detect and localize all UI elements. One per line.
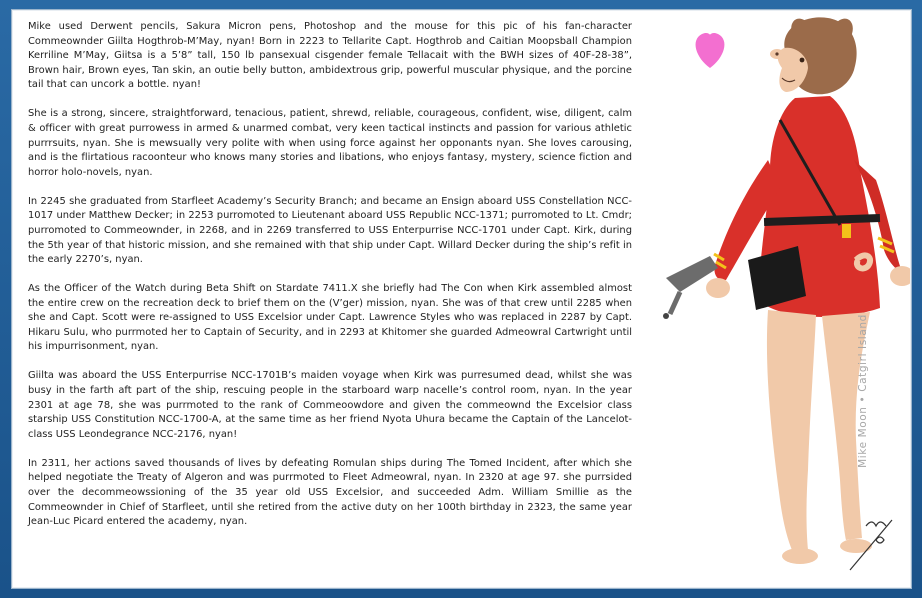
paragraph-5: Giilta was aboard the USS Enterpurrise NCC-1701B’s maiden voyage when Kirk was purresumed dead, whilst she was busy in the farth aft part of the ship, rescuing people in the starboard warp nacelle’s control room, nyan. In the year 2301 at age 78, she was purrmoted to the rank of Commeoowdore and given the commeownd the Excelsior class starship USS Constitution NCC-1700-A, at the same time as her friend Nyota Uhura became the Captain of the Lancelot-class USS Leondegrance NCC-2176, nyan!: [28, 370, 632, 440]
paragraph-3: In 2245 she graduated from Starfleet Academy’s Security Branch; and became an Ensign aboard USS Constellation NCC-1017 under Matthew Decker; in 2253 purromoted to Lieutenant aboard USS Republic NCC-1371; purromoted to Lt. Cmdr; purromoted to Commeownder, in 2268, and in 2269 transferred to USS Enterpurrise NCC-1701 under Capt. Kirk, during the 5th year of that historic mission, and she remained with that ship under Capt. Willard Decker during the ship’s refit in the early 2270’s, nyan.: [28, 195, 632, 266]
right-hand: [890, 266, 910, 286]
paragraph-1: Mike used Derwent pencils, Sakura Micron pens, Photoshop and the mouse for this pic of his fan-character Commeownder Giilta Hogthrob-M’May, nyan! Born in 2223 to Tellarite Capt. Hogthrob and Caitian Moopsball Champion Kerriline M’May, Giitsa is a 5’8” tall, 150 lb pansexual cisgender female Tellacait with the BWH sizes of 40F-28-38”, Brown hair, Brown eyes, Tan skin, an outie belly button, ambidextrous grip, powerful muscular physique, and the porcine tail that can uncork a bottle. nyan!: [28, 21, 632, 91]
left-hand: [706, 278, 730, 298]
paragraph-4: As the Officer of the Watch during Beta Shift on Stardate 7411.X she briefly had The Con when Kirk assembled almost the entire crew on the recreation deck to brief them on the (V’ger) mission, nyan. She was of that crew until 2285 when she and Capt. Scott were re-assigned to USS Excelsior under Capt. Lawrence Styles who was replaced in 2287 by Capt. Hikaru Sulu, who purrmoted her to Captain of Security, and in 2293 at Khitomer she guarded Admeowral Cartwright until his impurrisonment, nyan.: [28, 283, 632, 353]
artist-credit: Mike Moon • Catgirl Island: [857, 314, 869, 468]
paragraph-2: She is a strong, sincere, straightforward, tenacious, patient, shrewd, reliable, courageous, confident, wise, diligent, calm & officer with great purrowess in armed & unarmed combat, very keen tactical instincts and passion for various athletic purrrsuits, nyan. She is mewsually very polite with when using force against her opponants nyan. She loves carousing, and is the flirtatious racoonteur who knows many stories and libations, who enjoys fantasy, mystery, science fiction and horror holo-novels, nyan.: [28, 108, 632, 178]
content-panel: [11, 9, 912, 589]
article-text: [28, 20, 632, 544]
paragraph-6: In 2311, her actions saved thousands of lives by defeating Romulan ships during The Tomed Incident, after which she helped negotiate the Treaty of Algeron and was purrmoted to Fleet Admeowral, nyan. In 2320 at age 97. she purrsided over the decommeowssioning of the 35 year old USS Excelsior, and succeeded Adm. William Smillie as the Commeownder in Chief of Starfleet, until she retired from the active duty on her 100th birthday in 2323, the same year Jean-Luc Picard entered the academy, nyan.: [28, 457, 632, 528]
character-uniform: [714, 96, 902, 317]
character-illustration: [630, 10, 910, 586]
character-head: [770, 15, 857, 94]
heart-icon: [696, 33, 725, 68]
